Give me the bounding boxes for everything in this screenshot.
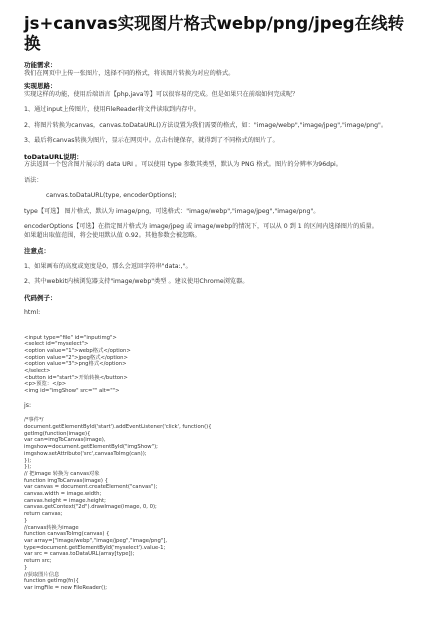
step-item: 1、通过input上传图片，使用FileReader将文件读取到内存中。 xyxy=(24,106,200,113)
js-label: js: xyxy=(24,401,32,409)
step-item: 2、将图片转换为canvas，canvas.toDataURL()方法设置为我们需要的格式，如："image/webp","image/jpeg","image/png"。 xyxy=(24,121,388,129)
code-line: <p>预览：</p> xyxy=(24,381,67,388)
code-line: var array=["image/webp","image/jpeg","image/png"], xyxy=(24,537,168,544)
code-line: <option value="2">jpeg格式</option> xyxy=(24,354,128,361)
code-line: //canvas转换为image xyxy=(24,524,79,531)
code-line: // 把image 转换为 canvas对象 xyxy=(24,470,100,477)
step-item: 3、最后将canvas转换为图片，显示在网页中。点击右键保存，就得到了不同格式的图片了。 xyxy=(24,137,279,144)
note-item: 2、其中webkit内核浏览器支持"image/webp"类型 。建议使用Chrome浏览器。 xyxy=(24,278,249,285)
code-line: var can=imgToCanvas(image), xyxy=(24,437,106,444)
code-line: </select> xyxy=(24,368,51,375)
encoder-description-cont: 如果超出取值范围，将会使用默认值 0.92。其他参数会被忽略。 xyxy=(24,231,201,239)
code-line: } xyxy=(24,564,28,571)
code-line: canvas.width = image.width; xyxy=(24,491,102,498)
code-line: return src; xyxy=(24,558,52,565)
section-text-requirement: 我们在网页中上传一张图片，选择不同的格式，将该图片转换为对应的格式。 xyxy=(24,69,235,77)
code-line: imgshow=document.getElementById("imgShow"); xyxy=(24,444,158,451)
code-line: } xyxy=(24,517,28,524)
code-line: <select id="myselect"> xyxy=(24,341,89,348)
section-heading-approach: 实现思路： xyxy=(24,82,57,90)
code-line: var canvas = document.createElement("canvas"); xyxy=(24,484,158,491)
code-line: <img id="imgShow" src="" alt=""> xyxy=(24,388,120,395)
section-heading-todataurl: toDataURL说明： xyxy=(24,152,83,161)
type-description: type【可选】 图片格式，默认为 image/png，可选格式："image/webp","image/jpeg","image/png"。 xyxy=(24,207,320,215)
code-line: document.getElementById('start').addEventListener('click', function(){ xyxy=(24,424,212,431)
code-line: function getImg(fn){ xyxy=(24,578,79,585)
code-line: canvas.getContext("2d").drawImage(image, 0, 0); xyxy=(24,504,157,511)
code-line: var src = canvas.toDataURL(array[type]); xyxy=(24,551,135,558)
html-code-block xyxy=(24,335,416,395)
code-line: <input type="file" id="inputimg"> xyxy=(24,334,117,341)
code-line: imgshow.setAttribute('src',canvasToImg(can)); xyxy=(24,450,147,457)
syntax-code: canvas.toDataURL(type, encoderOptions); xyxy=(46,192,177,199)
section-heading-requirement: 功能需求： xyxy=(24,61,57,69)
code-line: <button id="start">开始转换</button> xyxy=(24,374,128,381)
code-line: return canvas; xyxy=(24,511,63,518)
html-label: html: xyxy=(24,309,41,316)
code-example-heading: 代码例子： xyxy=(24,293,57,302)
code-line: function canvasToImg(canvas) { xyxy=(24,531,110,538)
code-line: type=document.getElementById('myselect').value-1; xyxy=(24,544,166,551)
code-line: <option value="3">png格式</option> xyxy=(24,361,127,368)
code-line: var imgFile = new FileReader(); xyxy=(24,584,108,591)
code-line: }); xyxy=(24,464,32,471)
code-line: }); xyxy=(24,457,32,464)
syntax-label: 语法： xyxy=(24,176,43,184)
encoder-description: encoderOptions【可选】在指定图片格式为 image/jpeg 或 image/webp的情况下，可以从 0 到 1 的区间内选择图片的质量。 xyxy=(24,223,378,230)
code-line: getImg(function(image){ xyxy=(24,430,91,437)
code-line: <option value="1">webp格式</option> xyxy=(24,347,131,354)
page-title: js+canvas实现图片格式webp/png/jpeg在线转换 xyxy=(24,14,405,53)
code-line: function imgToCanvas(image) { xyxy=(24,477,109,484)
js-code-block xyxy=(24,417,416,591)
code-line: canvas.height = image.height; xyxy=(24,497,106,504)
section-text-approach: 实现这样的功能，使用后端语言【php,java等】可以很容易的完成。但是如果只在前端如何完成呢？ xyxy=(24,90,299,98)
section-text-todataurl: 方法返回一个包含图片展示的 data URI 。可以使用 type 参数其类型，默认为 PNG 格式。图片的分辨率为96dpi。 xyxy=(24,161,342,168)
notes-heading: 注意点： xyxy=(24,247,50,255)
code-line: /*事件*/ xyxy=(24,417,44,424)
code-line: //获取图片信息 xyxy=(24,571,60,578)
note-item: 1、如果画布的高度或宽度是0，那么会返回字符串"data:,"。 xyxy=(24,262,192,270)
